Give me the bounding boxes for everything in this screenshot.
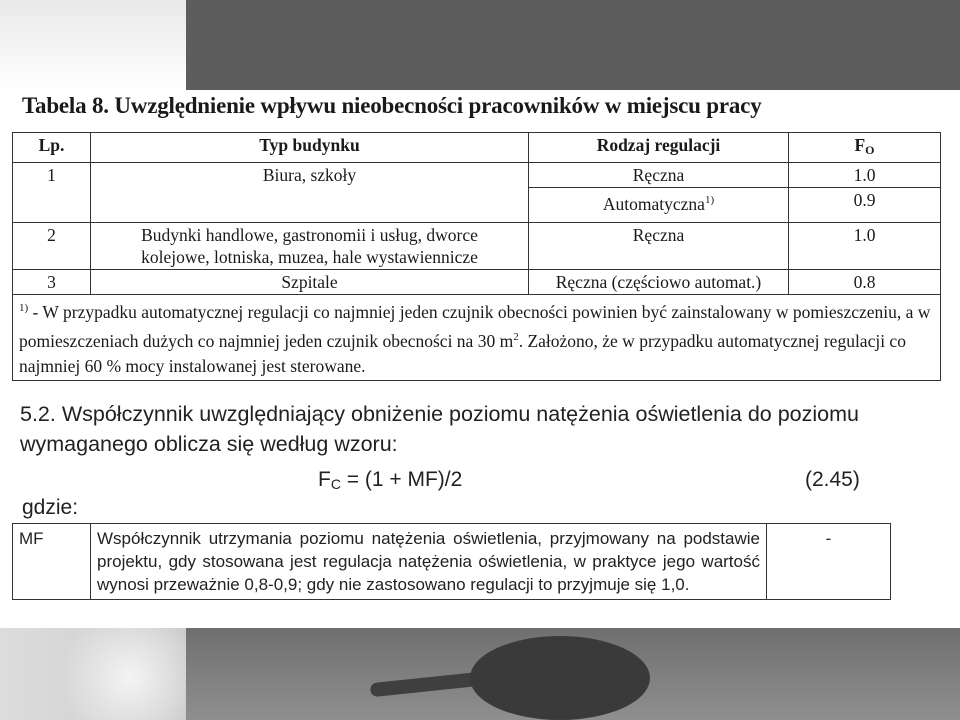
row1-regulation-b (529, 188, 789, 223)
header-fo-subscript: O (865, 143, 875, 157)
where-label: gdzie: (22, 496, 79, 519)
row2-building-type (91, 223, 529, 270)
row1-building-type: Biura, szkoły (91, 163, 529, 223)
footnote-exponent: 2 (513, 331, 519, 343)
slide-header-band (186, 0, 960, 90)
row2-fo: 1.0 (789, 223, 941, 270)
definition-table (12, 523, 891, 600)
absence-factor-table (12, 132, 941, 381)
footnote-text-1: - W przypadku automatycznej regulacji co najmniej jeden czujnik obecności powinien być zainstalowany w pomieszczeniu, a w pomieszczeniach dużych co najmniej jeden czujnik obecności na 30 m (19, 302, 931, 351)
table-footnote (13, 295, 941, 381)
table-row (13, 223, 941, 270)
formula (318, 468, 462, 492)
table-header-row (13, 133, 941, 163)
row1-regulation-b-text: Automatyczna (602, 194, 705, 214)
row2-regulation: Ręczna (529, 223, 789, 270)
row2-lp: 2 (13, 223, 91, 270)
row3-fo: 0.8 (789, 270, 941, 295)
footer-highlight (60, 628, 200, 720)
header-lp: Lp. (13, 133, 91, 163)
formula-subscript: C (330, 476, 341, 492)
footnote-marker: 1) (19, 302, 29, 314)
formula-rhs: = (1 + MF)/2 (340, 468, 463, 491)
row1-fo-b: 0.9 (789, 188, 941, 223)
header-building-type: Typ budynku (91, 133, 529, 163)
table-title: Tabela 8. Uwzględnienie wpływu nieobecności pracowników w miejscu pracy (22, 93, 762, 118)
row1-lp: 1 (13, 163, 91, 223)
slide-footer-band (0, 628, 960, 720)
header-regulation-type: Rodzaj regulacji (529, 133, 789, 163)
row3-regulation: Ręczna (częściowo automat.) (529, 270, 789, 295)
header-fo (789, 133, 941, 163)
row1-footnote-ref: 1) (704, 194, 715, 206)
row1-regulation-a: Ręczna (529, 163, 789, 188)
definition-description: Współczynnik utrzymania poziomu natężenia oświetlenia, przyjmowany na podstawie projektu, gdy stosowana jest regulacja natężenia oświetlenia, w praktyce jego wartość wynosi przeważnie 0,8-0,9; gdy nie zastosowano regulacji to przyjmuje się 1,0. (91, 524, 767, 600)
table-row (13, 270, 941, 295)
table-row (13, 524, 891, 600)
row3-building-type: Szpitale (91, 270, 529, 295)
definition-symbol: MF (13, 524, 91, 600)
footnote-text-2: . Założono, że w przypadku automatycznej regulacji co najmniej 60 % mocy instalowanej jest sterowane. (19, 331, 906, 376)
footer-shadow-blob (470, 636, 650, 720)
row2-type-line1: Budynki handlowe, gastronomii i usług, dworce (141, 225, 478, 245)
section-heading: 5.2. Współczynnik uwzględniający obniżenie poziomu natężenia oświetlenia do poziomu wymaganego oblicza się według wzoru: (20, 402, 859, 456)
header-fo-symbol: F (854, 135, 866, 155)
slide-decoration-top-left (0, 0, 186, 90)
row3-lp: 3 (13, 270, 91, 295)
definition-unit: - (767, 524, 891, 600)
formula-number: (2.45) (805, 468, 860, 491)
row2-type-line2: kolejowe, lotniska, muzea, hale wystawiennicze (141, 247, 478, 267)
table-row (13, 163, 941, 188)
row1-fo-a: 1.0 (789, 163, 941, 188)
formula-lhs: F (318, 468, 331, 491)
table-footnote-row (13, 295, 941, 381)
